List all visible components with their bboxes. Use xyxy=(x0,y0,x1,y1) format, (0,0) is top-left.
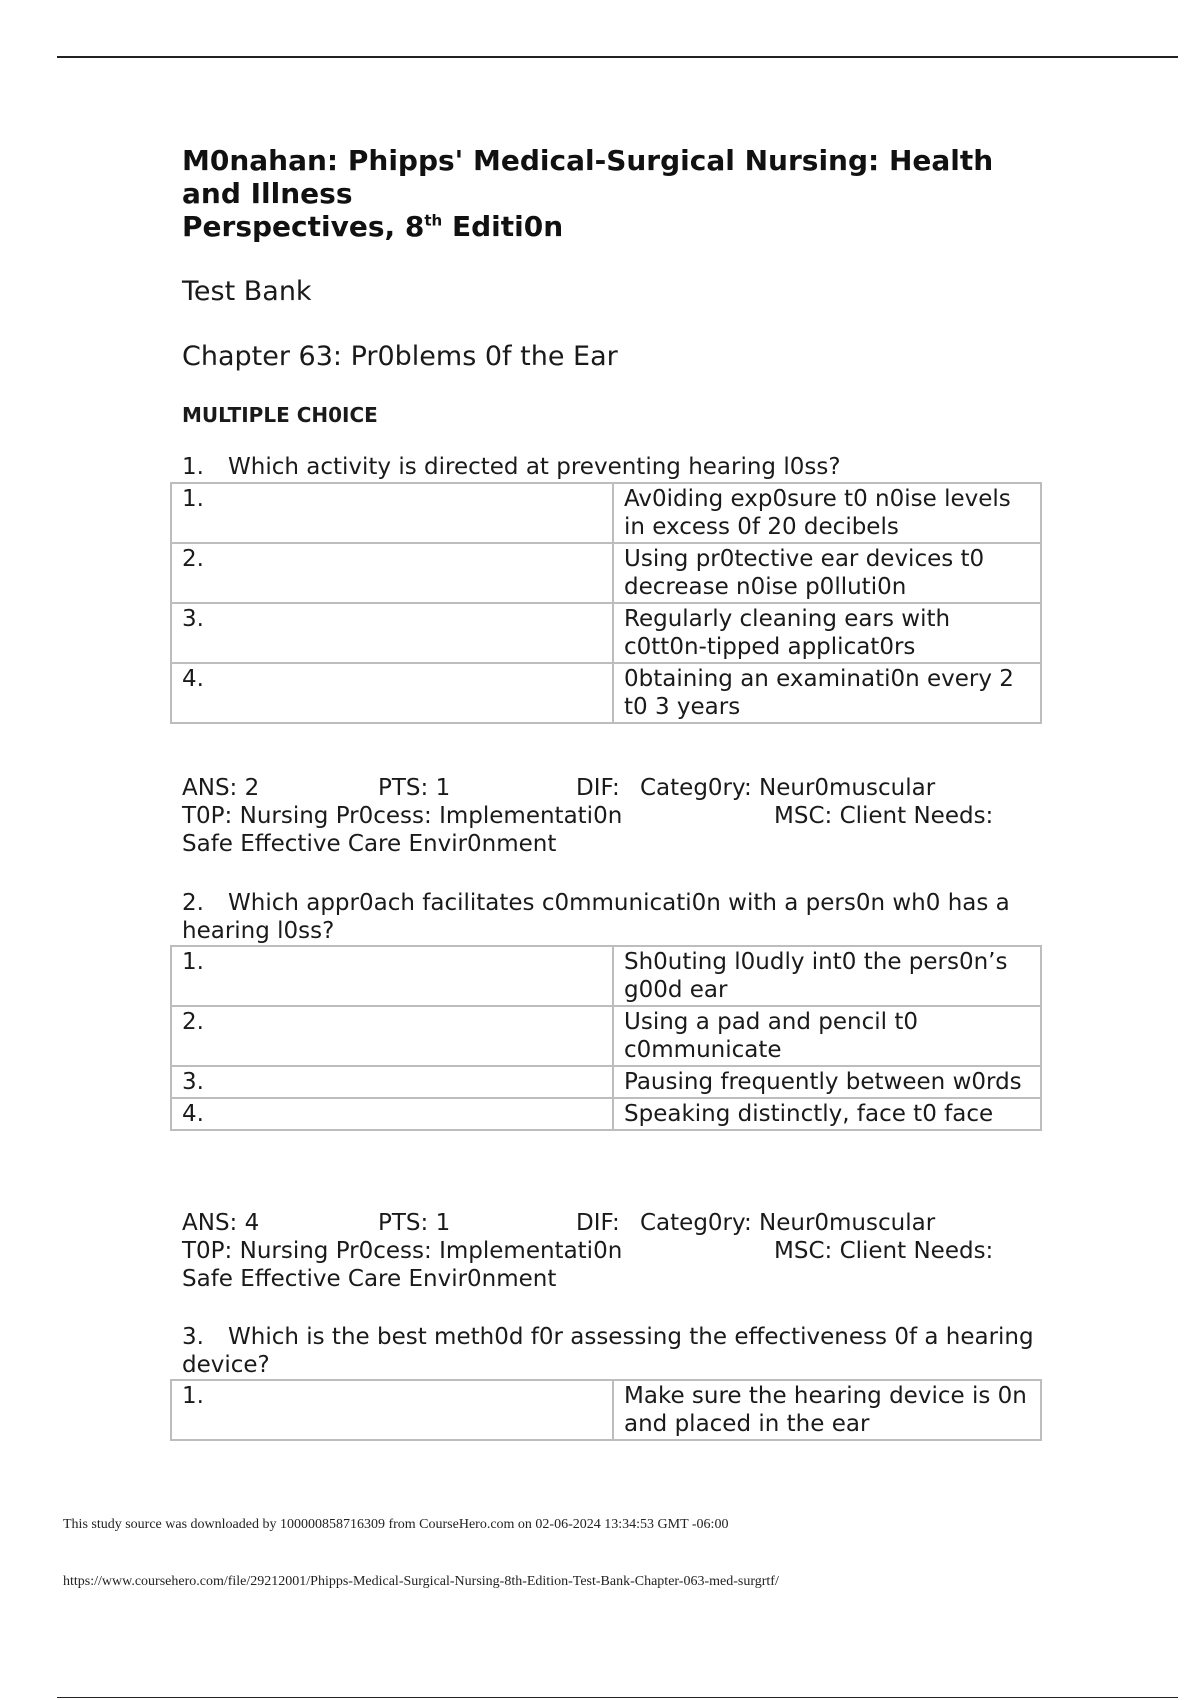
difficulty: DIF: xyxy=(576,775,620,801)
answer: ANS: 2 xyxy=(182,775,260,801)
download-note: This study source was downloaded by 100000858716309 from CourseHero.com on 02-06-2024 13:34:53 GMT -06:00 xyxy=(63,1517,729,1532)
answer-meta-1 xyxy=(182,774,1062,858)
difficulty: DIF: xyxy=(576,1210,620,1236)
category: Categ0ry: Neur0muscular xyxy=(640,1210,936,1236)
option-row: 1. Av0iding exp0sure t0 n0ise levels in excess 0f 20 decibels xyxy=(171,483,1041,543)
option-row: 1. Sh0uting l0udly int0 the pers0n’s g00d ear xyxy=(171,946,1041,1006)
source-url[interactable]: https://www.coursehero.com/file/29212001/Phipps-Medical-Surgical-Nursing-8th-Edition-Test-Bank-Chapter-063-med-surgrtf/ xyxy=(63,1574,779,1589)
subtitle: Test Bank xyxy=(182,276,312,307)
document-title-block xyxy=(182,144,1082,243)
option-row: 3. Regularly cleaning ears with c0tt0n-tipped applicat0rs xyxy=(171,603,1041,663)
msc-detail: Safe Effective Care Envir0nment xyxy=(182,831,557,857)
points: PTS: 1 xyxy=(378,775,451,801)
options-table-1 xyxy=(170,482,1042,724)
option-row: 3. Pausing frequently between w0rds xyxy=(171,1066,1041,1098)
options-table-2 xyxy=(170,945,1042,1131)
option-row: 1. Make sure the hearing device is 0n and placed in the ear xyxy=(171,1380,1041,1440)
topic: T0P: Nursing Pr0cess: Implementati0n xyxy=(182,803,623,829)
bottom-rule xyxy=(57,1697,1178,1698)
top-rule xyxy=(57,56,1178,58)
options-table-3 xyxy=(170,1379,1042,1441)
section-heading: MULTIPLE CH0ICE xyxy=(182,403,378,427)
msc: MSC: Client Needs: xyxy=(774,1238,994,1264)
option-row: 2. Using pr0tective ear devices t0 decrease n0ise p0lluti0n xyxy=(171,543,1041,603)
question-3: 3. Which is the best meth0d f0r assessing the effectiveness 0f a hearing device? xyxy=(182,1324,1034,1378)
option-row: 2. Using a pad and pencil t0 c0mmunicate xyxy=(171,1006,1041,1066)
topic: T0P: Nursing Pr0cess: Implementati0n xyxy=(182,1238,623,1264)
question-2: 2. Which appr0ach facilitates c0mmunicati0n with a pers0n wh0 has a hearing l0ss? xyxy=(182,890,1010,944)
chapter-title: Chapter 63: Pr0blems 0f the Ear xyxy=(182,341,618,372)
msc-detail: Safe Effective Care Envir0nment xyxy=(182,1266,557,1292)
option-row: 4. Speaking distinctly, face t0 face xyxy=(171,1098,1041,1130)
msc: MSC: Client Needs: xyxy=(774,803,994,829)
document-title: M0nahan: Phipps' Medical-Surgical Nursing: Health and Illness Perspectives, 8th Editi0n xyxy=(182,144,994,243)
answer-meta-2 xyxy=(182,1209,1062,1293)
category: Categ0ry: Neur0muscular xyxy=(640,775,936,801)
answer: ANS: 4 xyxy=(182,1210,260,1236)
points: PTS: 1 xyxy=(378,1210,451,1236)
question-1: 1. Which activity is directed at preventing hearing l0ss? xyxy=(182,454,841,480)
option-row: 4. 0btaining an examinati0n every 2 t0 3 years xyxy=(171,663,1041,723)
